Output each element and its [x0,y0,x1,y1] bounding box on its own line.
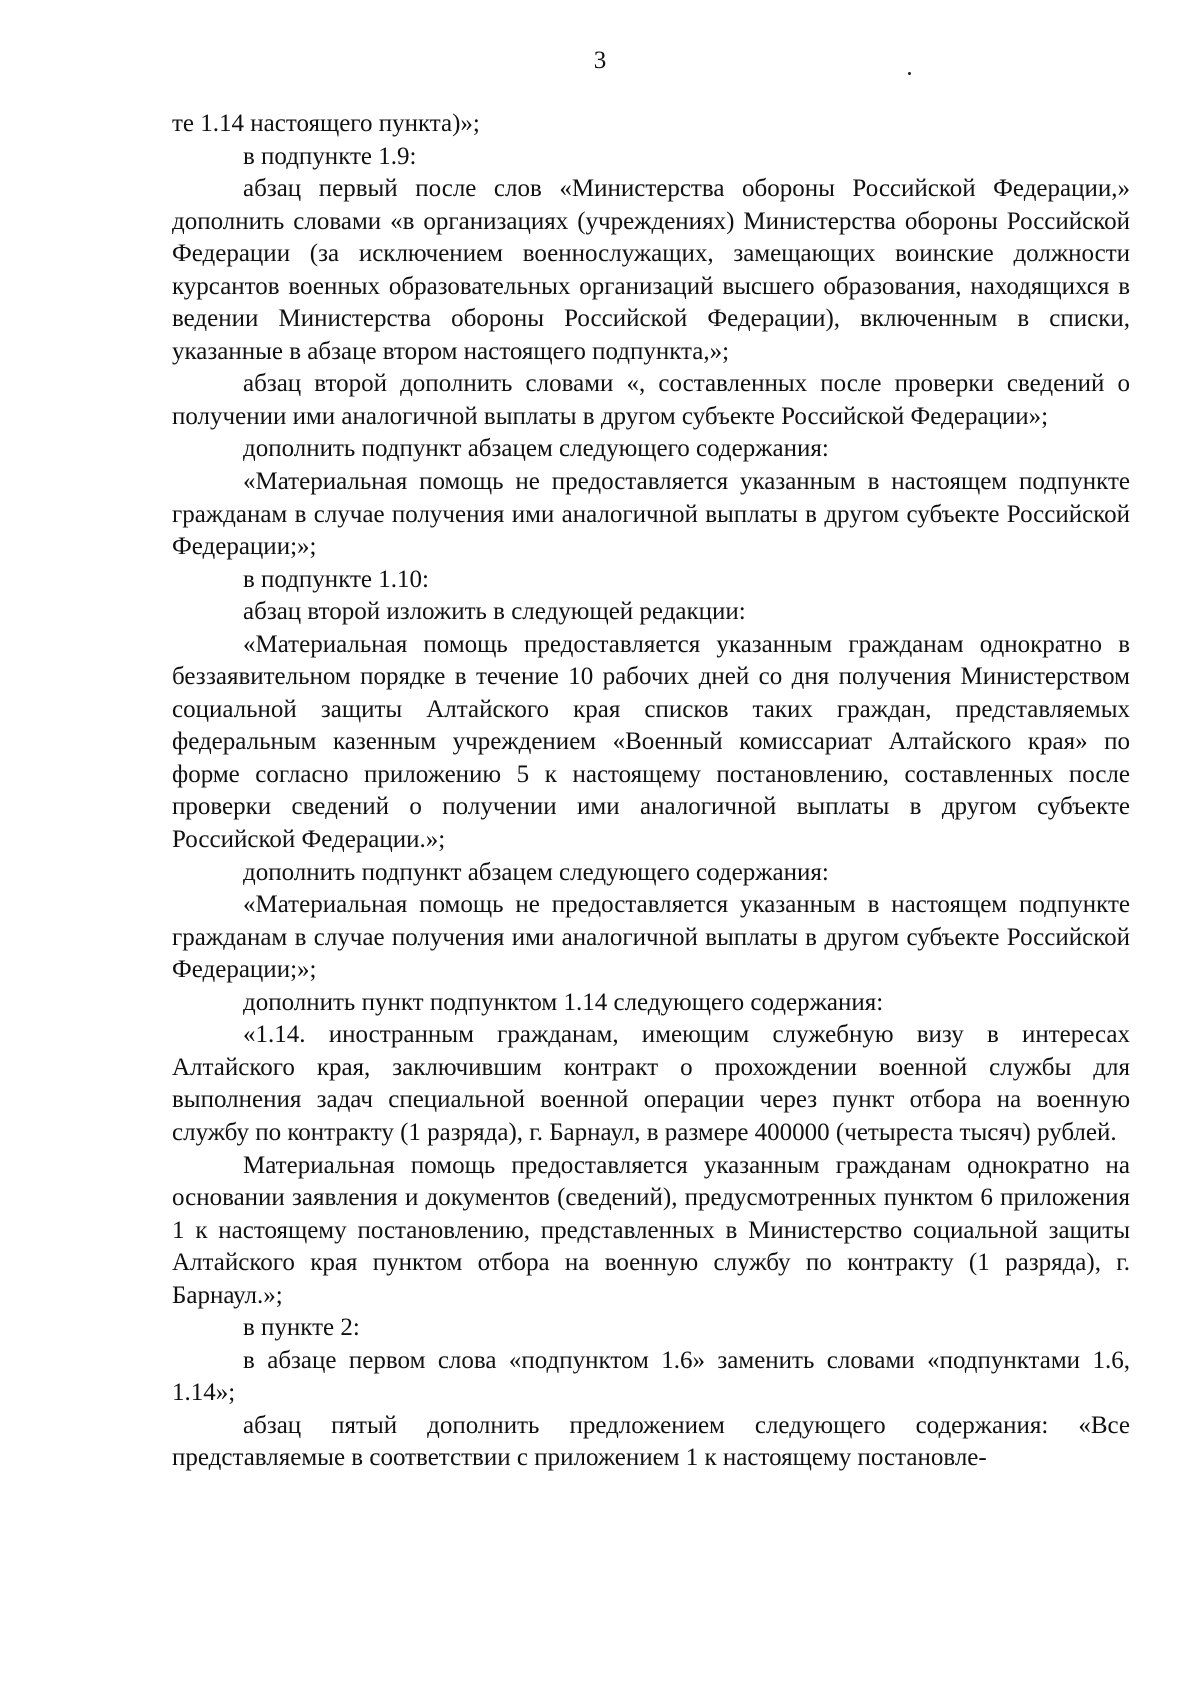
paragraph-add-abzac-instruction-2: дополнить подпункт абзацем следующего содержания: [243,858,829,886]
paragraph-subclause-1-9-heading: в подпункте 1.9: [243,142,417,170]
paragraph-add-subclause-instruction: дополнить пункт подпунктом 1.14 следующего содержания: [243,988,884,1016]
paragraph-clause-2-heading: в пункте 2: [243,1314,360,1342]
paragraph-fifth-abzac-amend: абзац пятый дополнить предложением следующего содержания: «Все представляемые в соответствии с приложением 1 к настоящему постановле- [172,1411,1130,1472]
paragraph-new-abzac-text: «Материальная помощь не предоставляется указанным в настоящем подпункте гражданам в случае получения ими аналогичной выплаты в другом субъекте Российской Федерации;»; [172,468,1130,561]
paragraph-subclause-1-10-heading: в подпункте 1.10: [243,565,429,593]
paragraph-amend-second-abzac: абзац второй дополнить словами «, составленных после проверки сведений о получении ими аналогичной выплаты в другом субъекте Российской Федерации»; [172,370,1130,430]
paragraph-add-abzac-instruction: дополнить подпункт абзацем следующего содержания: [243,435,829,463]
paragraph-amend-first-abzac: абзац первый после слов «Министерства обороны Российской Федерации,» дополнить словами «в организациях (учреждениях) Министерства обороны Российской Федерации (за исключением военнослужащих, замещающих воинские должности курсантов военных образовательных организаций высшего образования, находящихся в ведении Министерства обороны Российской Федерации), включенным в списки, указанные в абзаце втором настоящего подпункта,»; [172,175,1130,365]
scan-speck [908,72,911,75]
document-body [172,108,1130,1475]
paragraph-continuation: те 1.14 настоящего пункта)»; [172,110,480,137]
paragraph-restate-instruction: абзац второй изложить в следующей редакции: [243,598,746,626]
paragraph-subclause-1-14-text: «1.14. иностранным гражданам, имеющим служебную визу в интересах Алтайского края, заключившим контракт о прохождении военной службы для выполнения задач специальной военной операции через пункт отбора на военную службу по контракту (1 разряда), г. Барнаул, в размере 400000 (четыреста тысяч) рублей. [172,1021,1130,1146]
paragraph-new-abzac-text-2: «Материальная помощь не предоставляется указанным в настоящем подпункте гражданам в случае получения ими аналогичной выплаты в другом субъекте Российской Федерации;»; [172,891,1130,984]
paragraph-material-help-text: Материальная помощь предоставляется указанным гражданам однократно на основании заявления и документов (сведений), предусмотренных пунктом 6 приложения 1 к настоящему постановлению, представленных в Министерство социальной защиты Алтайского края пунктом отбора на военную службу по контракту (1 разряда), г. Барнаул.»; [172,1151,1130,1309]
page-number: 3 [593,47,607,74]
paragraph-restated-text: «Материальная помощь предоставляется указанным гражданам однократно в беззаявительном порядке в течение 10 рабочих дней со дня получения Министерством социальной защиты Алтайского края списков таких граждан, представляемых федеральным казенным учреждением «Военный комиссариат Алтайского края» по форме согласно приложению 5 к настоящему постановлению, составленных после проверки сведений о получении ими аналогичной выплаты в другом субъекте Российской Федерации.»; [172,630,1130,854]
paragraph-replace-words: в абзаце первом слова «подпунктом 1.6» заменить словами «подпунктами 1.6, 1.14»; [172,1346,1130,1407]
